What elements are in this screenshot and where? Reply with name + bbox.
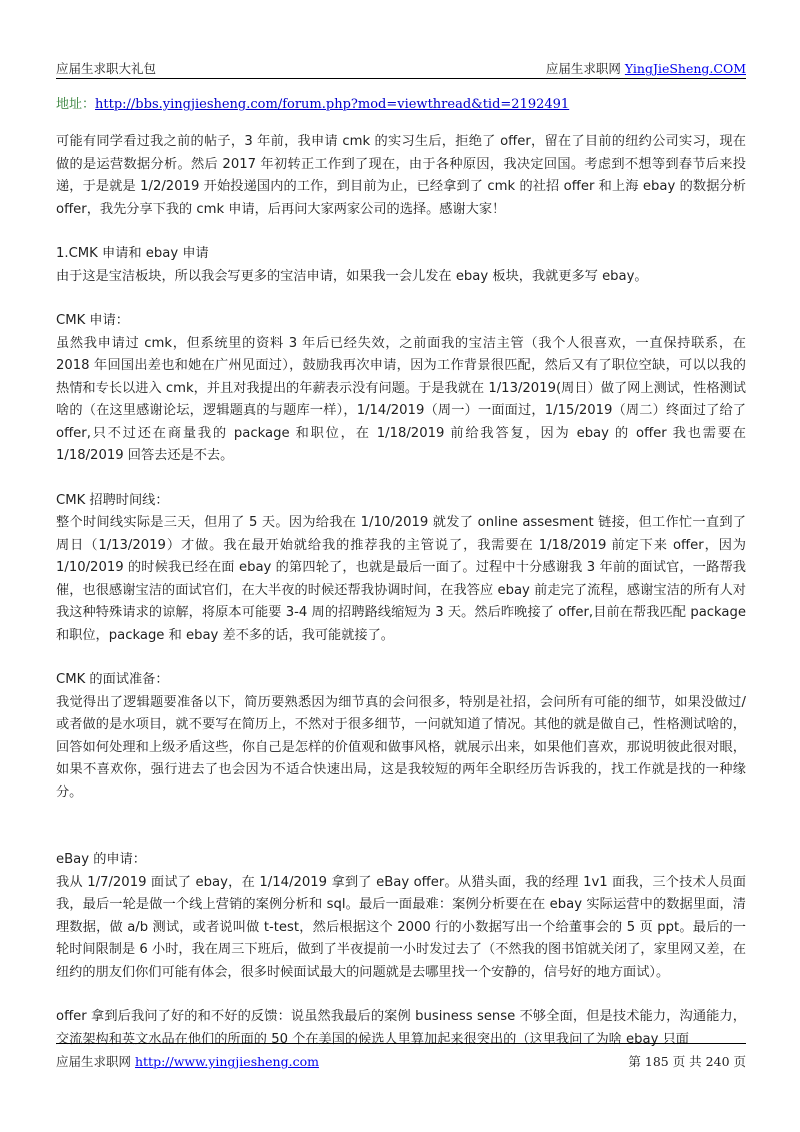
page-number: 第 185 页 共 240 页	[628, 1054, 746, 1069]
intro-paragraph: 可能有同学看过我之前的帖子，3 年前，我申请 cmk 的实习生后，拒绝了 offer，留在了目前的纽约公司实习，现在做的是运营数据分析。然后 2017 年初转正工作到了现在，由于各种原因，我决定回国。考虑到不想等到春节后来投递，于是就是 1/2/2019 开始投递国内的工作，到目前为止，已经拿到了 cmk 的社招 offer 和上海 ebay 的数据分析 offer，我先分享下我的 cmk 申请，后再问大家两家公司的选择。感谢大家！	[56, 134, 746, 217]
address-line	[56, 93, 569, 112]
section-heading-cmk-prep: CMK 的面试准备：	[56, 672, 169, 687]
section-heading-cmk-apply: CMK 申请：	[56, 313, 129, 328]
paragraph: 我觉得出了逻辑题要准备以下，简历要熟悉因为细节真的会问很多，特别是社招，会问所有可能的细节，如果没做过/或者做的是水项目，就不要写在简历上，不然对于很多细节，一问就知道了情况。其他的就是做自己，性格测试啥的，回答如何处理和上级矛盾这些，你自己是怎样的价值观和做事风格，就展示出来，如果他们喜欢，那说明彼此很对眼，如果不喜欢你，强行进去了也会因为不适合快速出局，这是我较短的两年全职经历告诉我的，找工作就是找的一种缘分。	[56, 694, 746, 800]
page-footer	[56, 1043, 746, 1069]
paragraph: 由于这是宝洁板块，所以我会写更多的宝洁申请，如果我一会儿发在 ebay 板块，我就更多写 ebay。	[56, 268, 648, 284]
paragraph: offer 拿到后我问了好的和不好的反馈：说虽然我最后的案例 business sense 不够全面，但是技术能力，沟通能力，交流架构和英文水品在他们的所面的 50 个在美国的候选人里算加起来很突出的（这里我问了为啥 ebay 只面	[56, 1009, 746, 1047]
article-body	[56, 131, 746, 1051]
footer-site	[56, 1052, 319, 1070]
address-label: 地址：	[56, 97, 96, 112]
header-site	[546, 59, 746, 77]
footer-site-link[interactable]: http://www.yingjiesheng.com	[134, 1054, 319, 1069]
header-site-name: 应届生求职网	[545, 61, 625, 76]
section-heading-ebay-apply: eBay 的申请：	[56, 852, 146, 867]
section-heading-cmk-ebay: 1.CMK 申请和 ebay 申请	[56, 246, 209, 261]
paragraph: 虽然我申请过 cmk，但系统里的资料 3 年后已经失效，之前面我的宝洁主管（我个人很喜欢，一直保持联系，在 2018 年回国出差也和她在广州见面过），鼓励我再次申请，因为工作背景很匹配，然后又有了职位空缺，可以以我的热情和专长以进入 cmk，并且对我提出的年薪表示没有问题。于是我就在 1/13/2019(周日）做了网上测试，性格测试啥的（在这里感谢论坛，逻辑题真的与题库一样），1/14/2019（周一）一面面过，1/15/2019（周二）终面过了给了 offer,只不过还在商量我的 package 和职位，在 1/18/2019 前给我答复，因为 ebay 的 offer 我也需要在 1/18/2019 回答去还是不去。	[56, 335, 746, 463]
paragraph: 我从 1/7/2019 面试了 ebay，在 1/14/2019 拿到了 eBay offer。从猎头面，我的经理 1v1 面我，三个技术人员面我，最后一轮是做一个线上营销的案例分析和 sql。最后一面最难：案例分析要在在 ebay 实际运营中的数据里面，清理数据，做 a/b 测试，或者说叫做 t-test，然后根据这个 2000 行的小数据写出一个给董事会的 5 页 ppt。最后的一轮时间限制是 6 小时，我在周三下班后，做到了半夜提前一小时发过去了（不然我的图书馆就关闭了，家里网又差，在纽约的朋友们你们可能有体会，很多时候面试最大的问题就是去哪里找一个安静的，信号好的地方面试）。	[56, 874, 746, 980]
footer-site-name: 应届生求职网	[56, 1054, 135, 1069]
paragraph: 整个时间线实际是三天，但用了 5 天。因为给我在 1/10/2019 就发了 online assesment 链接，但工作忙一直到了周日（1/13/2019）才做。我在最开始就给我的推荐我的主管说了，我需要在 1/18/2019 前定下来 offer，因为 1/10/2019 的时候我已经在面 ebay 的第四轮了，也就是最后一面了。过程中十分感谢我 3 年前的面试官，一路帮我催，也很感谢宝洁的面试官们，在大半夜的时候还帮我协调时间，在我答应 ebay 前走完了流程，感谢宝洁的所有人对我这种特殊请求的谅解，将原本可能要 3-4 周的招聘路线缩短为 3 天。然后昨晚接了 offer,目前在帮我匹配 package 和职位，package 和 ebay 差不多的话，我可能就接了。	[56, 515, 746, 643]
header-title: 应届生求职大礼包	[56, 61, 157, 76]
section-heading-cmk-timeline: CMK 招聘时间线：	[56, 492, 169, 508]
header-site-link[interactable]: YingJieSheng.COM	[624, 61, 746, 76]
page-header	[56, 56, 746, 79]
address-url-link[interactable]: http://bbs.yingjiesheng.com/forum.php?mod=viewthread&tid=2192491	[95, 97, 570, 112]
